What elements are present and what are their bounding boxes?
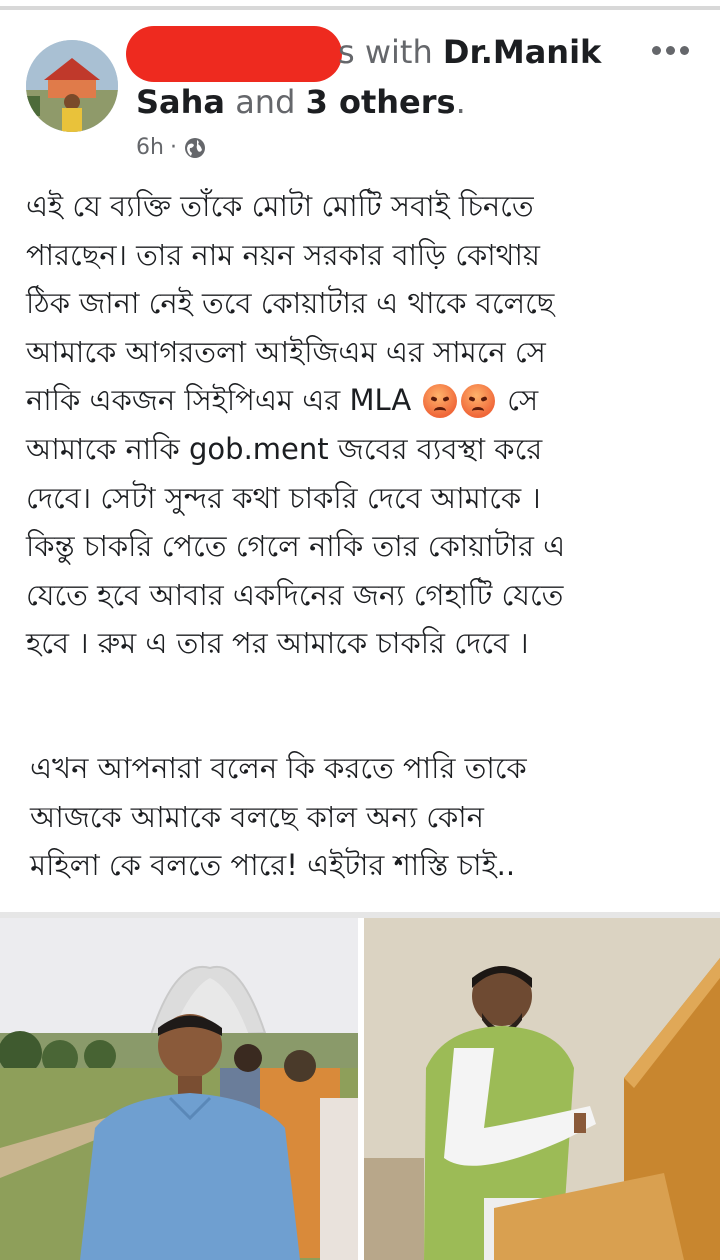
and-text: and — [235, 83, 296, 121]
top-divider — [0, 6, 720, 10]
post-header-line1 — [338, 30, 601, 74]
others-link[interactable]: 3 others — [305, 83, 456, 121]
angry-emoji-icon — [461, 384, 495, 418]
meta-separator: · — [169, 135, 177, 160]
post-body — [26, 182, 565, 668]
post-line: হবে । রুম এ তার পর আমাকে চাকরি দেবে । — [26, 626, 529, 661]
post-line-text: নাকি একজন সিইপিএম এর MLA — [26, 383, 412, 418]
post-photo-2[interactable] — [364, 918, 720, 1260]
photo-1-image — [0, 918, 358, 1260]
post-line: ঠিক জানা নেই তবে কোয়াটার এ থাকে বলেছে — [26, 286, 555, 321]
profile-avatar[interactable] — [26, 40, 118, 132]
avatar-image — [26, 40, 118, 132]
post-line: পারছেন। তার নাম নয়ন সরকার বাড়ি কোথায় — [26, 237, 540, 272]
angry-emoji-icon — [423, 384, 457, 418]
post-line: মহিলা কে বলতে পারে! এইটার শাস্তি চাই.. — [30, 848, 516, 883]
post-line: কিন্তু চাকরি পেতে গেলে নাকি তার কোয়াটার এ — [26, 529, 566, 564]
post-header-line2 — [136, 80, 466, 124]
with-text: s with — [338, 33, 433, 71]
globe-icon — [183, 136, 207, 160]
post-line: দেবে। সেটা সুন্দর কথা চাকরি দেবে আমাকে । — [26, 480, 541, 515]
more-options-icon[interactable] — [652, 46, 689, 55]
post-line-tail: সে — [507, 383, 539, 418]
post-line: এখন আপনারা বলেন কি করতে পারি তাকে — [30, 751, 527, 785]
post-line: আমাকে নাকি gob.ment জবের ব্যবস্থা করে — [26, 431, 543, 466]
post-line: আমাকে আগরতলা আইজিএম এর সামনে সে — [26, 334, 546, 369]
tagged-person-link[interactable]: Dr.Manik — [442, 33, 602, 71]
post-body-2 — [30, 744, 527, 890]
post-time[interactable]: 6h — [136, 135, 164, 160]
post-meta — [136, 132, 207, 164]
post-photo-1[interactable] — [0, 918, 358, 1260]
post-line: এই যে ব্যক্তি তাঁকে মোটা মোটি সবাই চিনতে — [26, 189, 534, 223]
photo-2-image — [364, 918, 720, 1260]
header-period: . — [455, 83, 466, 121]
post-line: আজকে আমাকে বলছে কাল অন্য কোন — [30, 799, 484, 834]
redacted-name — [126, 26, 342, 82]
post-line-with-emoji — [26, 376, 565, 425]
post-line: যেতে হবে আবার একদিনের জন্য গেহাটি যেতে — [26, 577, 564, 612]
tagged-person-link-cont[interactable]: Saha — [136, 83, 226, 121]
